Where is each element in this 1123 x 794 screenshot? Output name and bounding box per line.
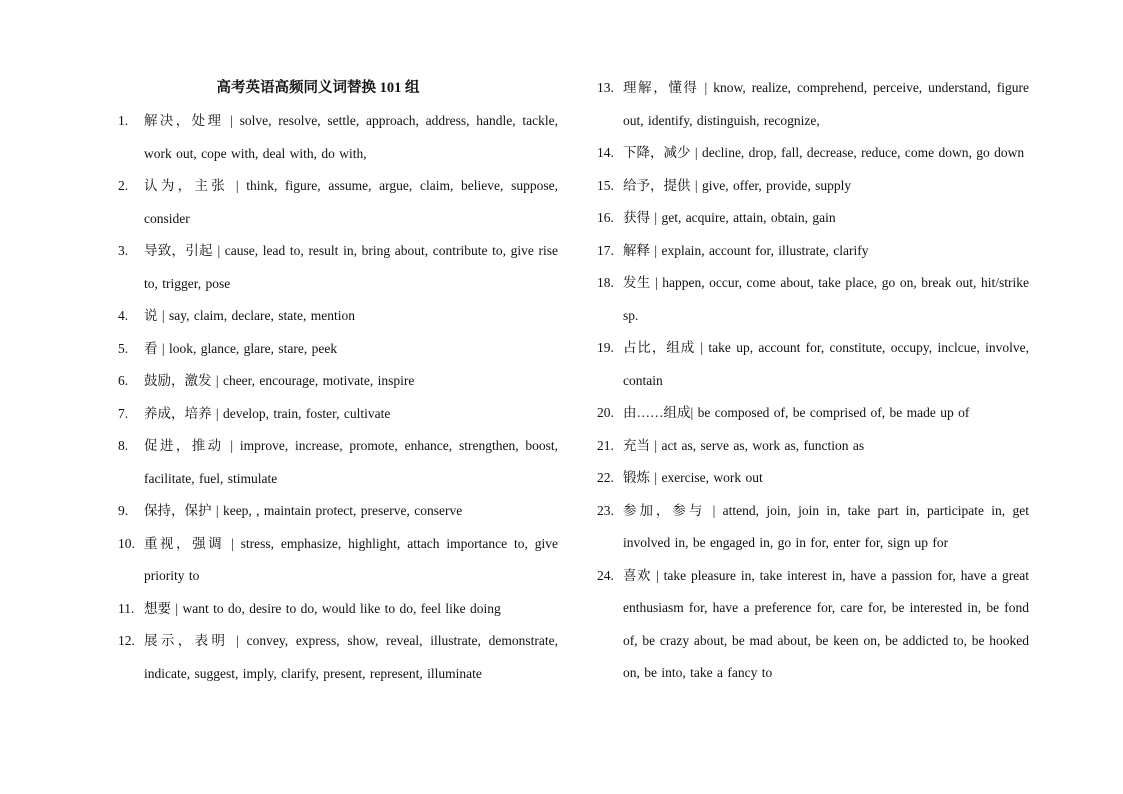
synonym-list-right [597,72,1029,690]
item-text: 促进，推动 | improve, increase, promote, enhance, strengthen, boost, facilitate, fuel, stimulate [144,438,558,486]
item-text: 鼓励，激发 | cheer, encourage, motivate, inspire [144,373,415,388]
list-item [118,105,558,170]
item-text: 发生 | happen, occur, come about, take place, go on, break out, hit/strike sp. [623,275,1029,323]
list-item [597,462,1029,495]
list-item [118,625,558,690]
list-item [118,235,558,300]
item-text: 喜欢 | take pleasure in, take interest in, have a passion for, have a great enthusiasm for, have a preference for, care for, be interested in, be fond of, be crazy about, be mad about, be keen on, be addicted to, be hooked on, be into, take a fancy to [623,567,1029,680]
item-text: 给予，提供 | give, offer, provide, supply [623,177,852,193]
item-number: 4. [118,308,129,323]
item-number: 11. [118,600,135,616]
item-number: 1. [118,113,129,128]
item-number: 20. [597,405,614,420]
list-item [597,495,1029,560]
item-text: 重视，强调 | stress, emphasize, highlight, attach importance to, give priority to [144,535,558,583]
item-text: 说 | say, claim, declare, state, mention [144,308,356,323]
item-text: 解决，处理 | solve, resolve, settle, approach, address, handle, tackle, work out, cope with, deal with, do with, [144,113,558,161]
item-text: 展示，表明 | convey, express, show, reveal, illustrate, demonstrate, indicate, suggest, imply, clarify, present, represent, illuminate [144,633,558,681]
item-number: 14. [597,145,614,160]
item-number: 8. [118,438,129,453]
list-item [118,430,558,495]
item-text: 下降，减少 | decline, drop, fall, decrease, reduce, come down, go down [623,145,1025,160]
item-number: 6. [118,373,129,388]
list-item [597,137,1029,170]
item-number: 13. [597,80,614,95]
synonym-list-left [118,105,558,690]
list-item [118,333,558,366]
list-item [118,365,558,398]
item-text: 占比，组成 | take up, account for, constitute, occupy, inclcue, involve, contain [623,340,1029,388]
item-text: 认为，主张 | think, figure, assume, argue, claim, believe, suppose, consider [144,178,558,226]
list-item [597,430,1029,463]
right-column [597,72,1029,690]
list-item [597,235,1029,268]
item-text: 获得 | get, acquire, attain, obtain, gain [623,210,836,225]
list-item [597,202,1029,235]
item-number: 9. [118,503,129,518]
item-number: 7. [118,405,129,421]
item-number: 16. [597,210,614,225]
item-number: 23. [597,502,614,518]
item-text: 参加，参与 | attend, join, join in, take part in, participate in, get involved in, be engaged in, go in for, enter for, sign up for [623,502,1029,550]
item-number: 12. [118,633,135,648]
list-item [597,267,1029,332]
list-item [118,528,558,593]
list-item [597,170,1029,203]
list-item [118,300,558,333]
item-number: 18. [597,275,614,290]
item-number: 19. [597,340,614,355]
item-number: 15. [597,177,614,193]
list-item [597,560,1029,690]
list-item [597,397,1029,430]
item-number: 3. [118,243,129,258]
list-item [118,495,558,528]
item-number: 10. [118,535,135,551]
item-number: 22. [597,470,614,485]
list-item [118,170,558,235]
item-number: 2. [118,178,129,193]
item-text: 理解，懂得 | know, realize, comprehend, perceive, understand, figure out, identify, distinguish, recognize, [623,80,1029,128]
list-item [118,593,558,626]
page-title: 高考英语高频同义词替换 101 组 [216,80,420,96]
left-column [118,72,558,690]
item-text: 锻炼 | exercise, work out [623,470,763,485]
item-number: 17. [597,242,614,258]
list-item [597,72,1029,137]
item-text: 保持，保护 | keep, , maintain protect, preserve, conserve [144,503,463,518]
item-text: 想要 | want to do, desire to do, would like to do, feel like doing [144,600,501,616]
item-number: 24. [597,567,614,583]
item-text: 由……组成| be composed of, be comprised of, be made up of [623,405,970,420]
item-text: 看 | look, glance, glare, stare, peek [144,340,338,356]
item-text: 导致，引起 | cause, lead to, result in, bring about, contribute to, give rise to, trigger, pose [144,243,558,291]
list-item [118,398,558,431]
item-number: 21. [597,437,614,453]
item-number: 5. [118,340,129,356]
item-text: 充当 | act as, serve as, work as, function as [623,437,865,453]
item-text: 解释 | explain, account for, illustrate, clarify [623,242,869,258]
item-text: 养成，培养 | develop, train, foster, cultivate [144,405,391,421]
list-item [597,332,1029,397]
